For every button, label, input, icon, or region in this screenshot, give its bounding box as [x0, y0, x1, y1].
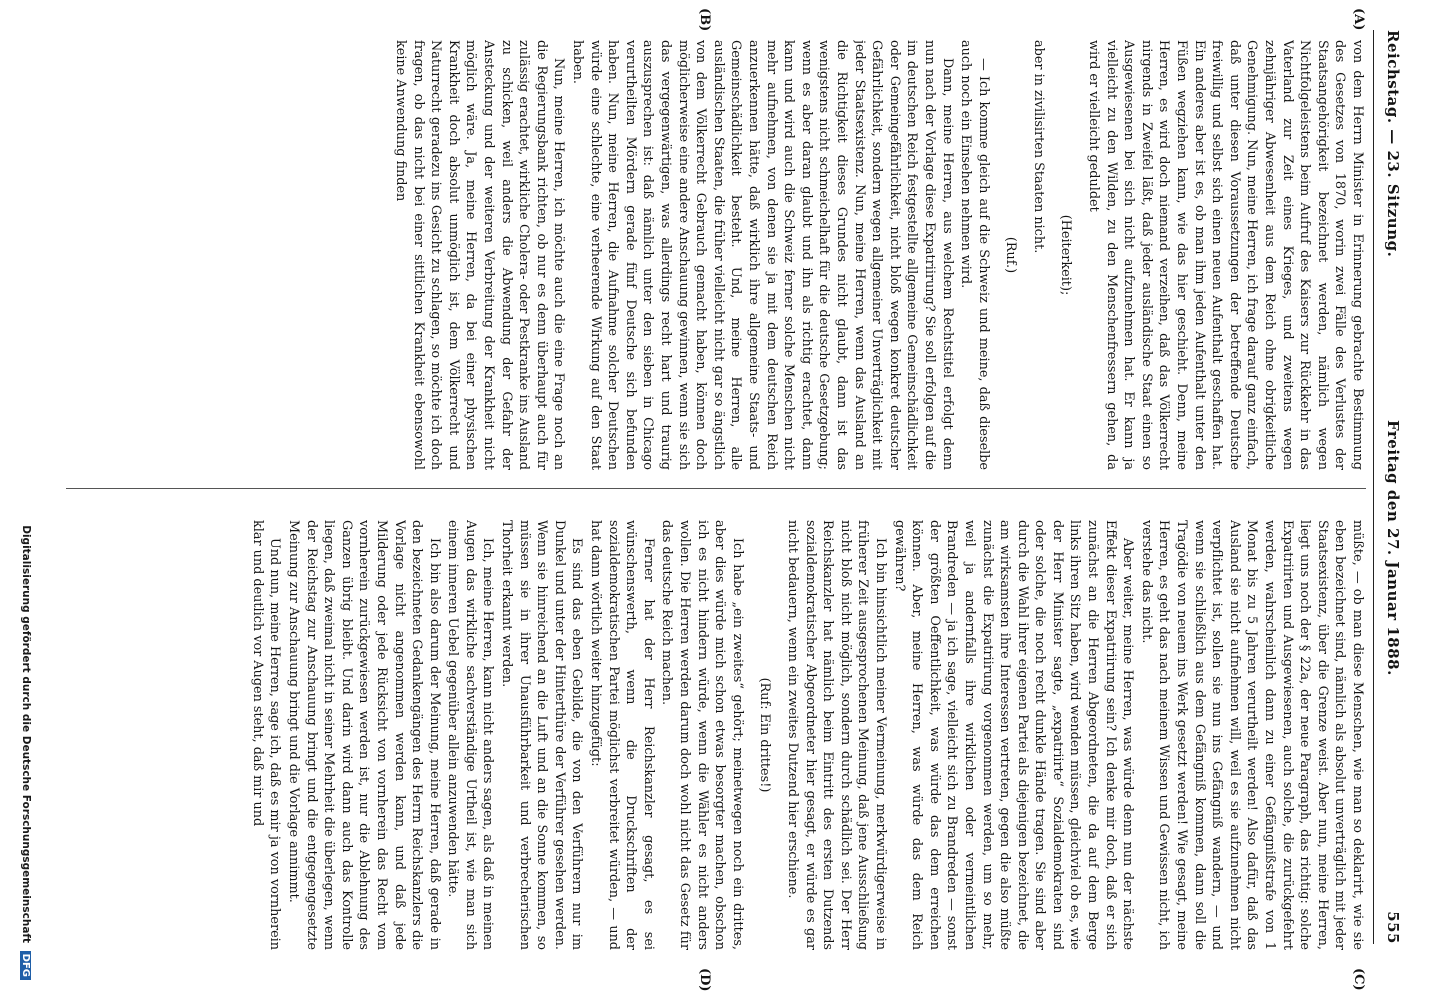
paragraph: Ich bin hinsichtlich meiner Vermeinung, merkwürdigerweise in früherer Zeit ausgesprochenen Meinung, daß jene Ausschließung nicht bloß nicht möglich, sondern durch schädlich sei. Der Herr Reichskanzler hat nämlich beim Eintritt des ersten Dutzends sozialdemokratischer Abgeordneter hier gesagt, er würde es gar nicht bedauern, wenn ein zweites Dutzend hier erschiene.: [785, 520, 888, 950]
interjection: (Heiterkeit);: [1058, 214, 1074, 296]
paragraph: Und nun, meine Herren, sage ich, daß es mir ja von vornherein klar und deutlich vor Augen steht, daß mir und: [249, 520, 283, 950]
margin-marker-d: (D): [697, 968, 712, 992]
paragraph: aber in zivilisirten Staaten nicht.: [1030, 40, 1046, 254]
paragraph: Aber weiter, meine Herren, was würde denn nun der nächste Effekt dieser Expatriirung sein? Ich denke mir doch, daß er sich zunächst an die Herren Abgeordneten, die da auf dem Berge links ihren Sitz haben, wird wenden müssen, gleichviel ob es, wie der Herr Minister sagte, „expatriirte“ Sozialdemokraten sind oder solche, die noch recht dunkle Hände tragen. Sie sind aber durch die Wahl ihrer eigenen Partei als diejenigen bezeichnet, die am wirksamsten ihre Interessen vertreten, gegen die also müßte zunächst die Expatriirung vorgenommen werden, um so mehr, weil ja andernfalls ihre wirklichen oder vermeintlichen Brandreden — ja ich sage, vielleicht sich zu Brandreden — sonst der größten Oeffentlichkeit, was würde das dem erreichen können. Aber, meine Herren, was würde das dem Reich gewähren?: [891, 520, 1136, 950]
header-date: Freitag den 27. Januar 1888.: [1384, 420, 1402, 676]
paragraph: Ferner hat der Herr Reichskanzler gesagt, es sei wünschenswerth, wenn die Druckschriften der sozialdemokratischen Partei möglichst verbreitet würden, — und hat dann wörtlich weiter hinzugefügt:: [588, 520, 656, 950]
margin-marker-b: (B): [697, 8, 712, 32]
paragraph: müßte, — ob man diese Menschen, wie man so deklarirt, wie sie eben bezeichnet sind, nämlich als absolut unverträglich mit jeder Staatsexistenz, über die Grenze weist. Aber nun, meine Herren, liegt uns noch der § 22a, der neue Paragraph, das richtig: solche Expatriirten und Ausgewiesenen, auch solche, die zurückgefehrt werden, wahrscheinlich dann zu einer Gefängnißstrafe von 1 Monat bis zu 5 Jahren verurtheilt werden! Also dafür, daß das Ausland sie nicht aufnehmen will, weil es sie aufzunehmen nicht verpflichtet ist, sollen sie nun ins Gefängniß wandern, — und wenn sie schließlich aus dem Gefängniß kommen, dann soll die Tragödie von neuem ins Werk gesetzt werden! Wie gesagt, meine Herren, es geht das nach meinem Wissen und Gewissen nicht, ich verstehe das nicht.: [1138, 520, 1365, 950]
paragraph: Ich, meine Herren, kann nicht anders sagen, als daß in meinen Augen das wirkliche sachverständige Urtheil ist, wie man sich einem inneren Uebel gegenüber allein anzuwenden hätte.: [445, 520, 496, 950]
margin-marker-a: (A): [1351, 8, 1366, 31]
paragraph: von dem Herrn Minister in Erinnerung gebrachte Bestimmung des Gesetzes von 1870, worin zwei Fälle des Verlustes der Staatsangehörigkeit bezeichnet werden, nämlich wegen Nichtfolgeleistens beim Aufruf des Kaisers zur Rückkehr in das Vaterland zur Zeit eines Krieges, und zweitens wegen zehnjähriger Abwesenheit aus dem Reich ohne obrigkeitliche Genehmigung. Nun, meine Herren, ich frage darauf ganz einfach, daß unter diesen Voraussetzungen der betreffende Deutsche freiwillig und selbst sich einen neuen Aufenthalt geschaffen hat. Ein anderes aber ist es, ob man ihm jeden Aufenthalt unter den Füßen wegziehen kann, wie das hier geschieht. Denn, meine Herren, es wird doch niemand verzeihen, daß das Völkerrecht nirgends in Zweifel läßt, daß jeder ausländische Staat einen so Ausgewiesenen bei sich nicht aufzunehmen hat. Er kann ja vielleicht zu den Wilden, zu den Menschenfressern gehen, da wird er vielleicht geduldet: [1086, 40, 1365, 470]
header-rule: [1373, 30, 1374, 944]
page-header: [1376, 30, 1402, 944]
page-number: 555: [1384, 911, 1402, 944]
margin-marker-c: (C): [1351, 968, 1366, 991]
paragraph: Dann, meine Herren, aus welchem Rechtstitel erfolgt denn nun nach der Vorlage diese Expatriirung? Sie soll erfolgen auf die im deutschen Reich festgestellte allgemeine Gemeinschädlichkeit oder Gemeingefährlichkeit, nicht bloß wegen konkret deutscher Gefährlichkeit, sondern wegen allgemeiner Unverträglichkeit mit jeder Staatsexistenz. Nun, meine Herren, wenn das Ausland an die Richtigkeit dieses Grundes nicht glaubt, dann ist das wenigstens nicht schmeichelhaft für die deutsche Gesetzgebung; wenn es aber daran glaubt und ihn als richtig erachtet, dann kann und wird auch die Schweiz ferner solche Menschen nicht mehr aufnehmen, von denen sie ja mit dem deutschen Reich anzuerkennen hätte, daß wirklich ihre allgemeine Staats- und Gemeinschädlichkeit besteht. Und, meine Herren, alle ausländischen Staaten, die früher vielleicht nicht gar so ängstlich von dem Völkerrecht Gebrauch gemacht haben, können doch möglicherweise eine andere Anschauung gewinnen, wenn sie sich das vergegenwärtigen, was allerdings recht hart und traurig auszusprechen ist: daß nämlich unter den sieben in Chicago verurtheilten Mördern gerade fünf Deutsche sich befunden haben. Nun, meine Herren, die Aufnahme solcher Deutschen würde eine schlechte, eine verheerende Wirkung auf den Staat haben.: [570, 40, 955, 470]
block-quote: Es sind das eben Gebilde, die von den Verführern nur im Dunkel und unter der Hinterthüre der Verführer gesehen werden. Wenn sie hinreichend an die Luft und an die Sonne kommen, so müssen sie in ihrer Unausführbarkeit und verbrecherischen Thorheit erkannt werden.: [499, 520, 585, 950]
header-session: Reichstag. — 23. Sitzung.: [1384, 30, 1402, 258]
right-column: [66, 520, 1366, 950]
left-column: [66, 40, 1366, 470]
interjection: (Ruf: Ein drittes!): [757, 677, 773, 793]
credit-text: Digitalisierung gefördert durch die Deutsche Forschungsgemeinschaft: [20, 525, 32, 943]
paragraph: Ich habe „ein zweites“ gehört; meinetwegen noch ein drittes, aber dies würde mich schon etwas besorgter machen, obschon ich es nicht hindern würde, wenn die Wähler es nicht anders wollen. Die Herren werden darum doch wohl nicht das Gesetz für das deutsche Reich machen.: [659, 520, 745, 950]
digitization-credit: [20, 40, 32, 980]
column-divider: [66, 488, 1366, 489]
dfg-logo: DFG: [20, 951, 31, 980]
interjection: (Ruf.): [1003, 236, 1019, 274]
paragraph: Nun, meine Herren, ich möchte auch die eine Frage noch an die Regierungsbank richten, ob nur es denn überhaupt auch für zulässig erachtet, wirkliche Cholera- oder Pestkranke ins Ausland zu schicken, weil anders die Abwendung der Gefahr der Ansteckung und der weiteren Verbreitung der Krankheit nicht möglich wäre. Ja, meine Herren, da bei einer physischen Krankheit doch absolut unmöglich ist, dem Völkerrecht und Naturrecht geradezu ins Gesicht zu schlagen, so möchte ich doch fragen, ob das nicht bei einer sittlichen Krankheit ebensowohl keine Anwendung finden: [393, 40, 567, 470]
paragraph: Ich bin also darum der Meinung, meine Herren, daß gerade in den bezeichneten Gedankengängen des Herrn Reichskanzlers die Vorlage nicht angenommen werden kann, und daß jede Milderung oder jede Rücksicht von vornherein das Recht vom vornherein zurückgewiesen werden ist, nur die Ablehnung des Ganzen übrig bleibt. Und darin wird dann auch das Kontrolle liegen, daß zweimal nicht in seiner Mehrheit die überlegen, wenn der Reichstag zur Anschauung bringt und die entgegengesetzte Meinung zur Anschauung bringt und die Vorlage annimmt.: [285, 520, 442, 950]
paragraph: — Ich komme gleich auf die Schweiz und meine, daß dieselbe auch noch ein Einsehen nehmen wird.: [958, 40, 991, 470]
